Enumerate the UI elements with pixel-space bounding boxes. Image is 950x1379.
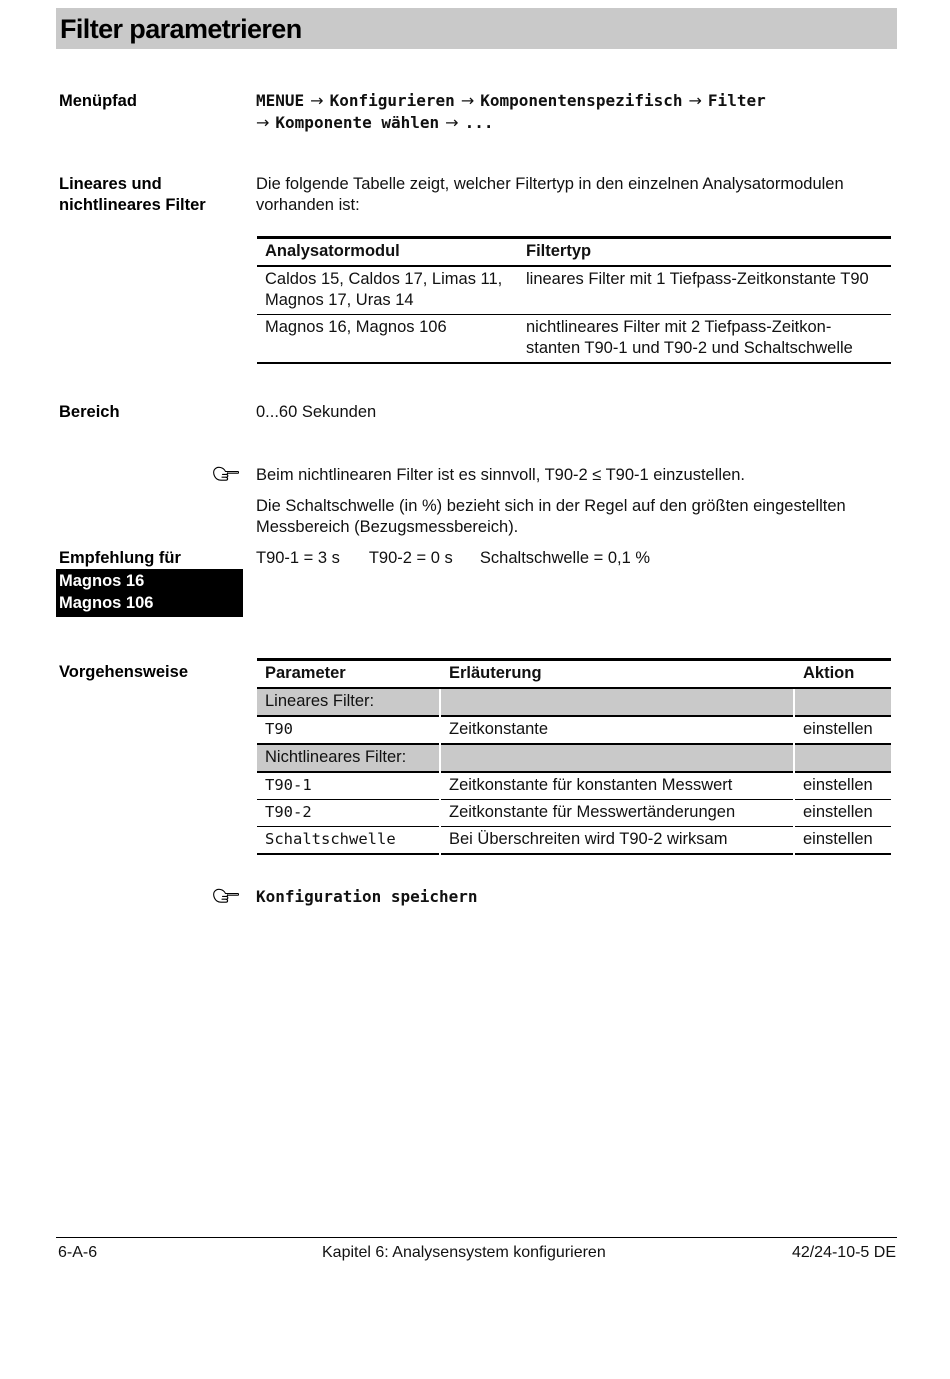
menupath-item: Filter: [707, 91, 766, 110]
section-label: Lineares Filter:: [257, 688, 440, 716]
table-row: [257, 266, 891, 315]
table-header-row: [257, 238, 891, 267]
menupath-item: Komponente wählen: [275, 113, 440, 132]
param-name: T90: [257, 716, 440, 744]
param-action: einstellen: [794, 800, 891, 827]
param-action: einstellen: [794, 772, 891, 800]
arrow-right-icon: →: [310, 91, 324, 110]
recommendation-t90-2: T90-2 = 0 s: [368, 549, 453, 567]
cell-line: nichtlineares Filter mit 2 Tiefpass-Zeitkon-: [526, 318, 832, 336]
table-cell: [257, 266, 518, 315]
model-name: Magnos 16: [59, 572, 145, 590]
arrow-right-icon: →: [688, 91, 702, 110]
table-row: [257, 827, 891, 855]
range-label: Bereich: [59, 403, 120, 421]
param-description: Bei Überschreiten wird T90-2 wirksam: [440, 827, 794, 855]
cell-line: Caldos 15, Caldos 17, Limas 11,: [265, 270, 503, 288]
table-header-row: [257, 660, 891, 689]
filter-intro: [256, 174, 844, 216]
param-description: Zeitkonstante für Messwertänderungen: [440, 800, 794, 827]
recommendation-t90-1: T90-1 = 3 s: [256, 549, 340, 567]
table-section-row: [257, 744, 891, 772]
arrow-right-icon: →: [256, 113, 270, 132]
footer-chapter: Kapitel 6: Analysensystem konfigurieren: [322, 1244, 606, 1261]
procedure-table: [257, 658, 891, 855]
cell-line: Magnos 17, Uras 14: [265, 291, 414, 309]
pointing-hand-icon: [213, 888, 239, 904]
param-action: einstellen: [794, 716, 891, 744]
recommendation-threshold: Schaltschwelle = 0,1 %: [479, 549, 651, 567]
arrow-right-icon: →: [460, 91, 475, 110]
paragraph-line: Die Schaltschwelle (in %) bezieht sich in der Regel auf den größten eingestellten: [256, 497, 846, 515]
menupath-item: MENUE: [256, 91, 305, 110]
note-nonlinear: Beim nichtlinearen Filter ist es sinnvoll, T90-2 ≤ T90-1 einzustellen.: [256, 466, 746, 484]
param-action: einstellen: [794, 827, 891, 855]
table-cell: [518, 315, 891, 364]
table-row: [257, 315, 891, 364]
cell-line: stanten T90-1 und T90-2 und Schaltschwelle: [526, 339, 853, 357]
menupath-label: Menüpfad: [59, 92, 137, 110]
filter-section-label: [59, 174, 206, 216]
footer-divider: [56, 1237, 897, 1238]
arrow-right-icon: →: [445, 113, 459, 132]
table-row: [257, 772, 891, 800]
menupath-line-2: [256, 112, 766, 134]
title-bar: [56, 8, 897, 49]
label-line: Lineares und: [59, 175, 162, 193]
column-header: Analysatormodul: [257, 238, 518, 267]
filter-type-table: [257, 236, 891, 364]
param-name: T90-2: [257, 800, 440, 827]
column-header: Parameter: [257, 660, 440, 689]
menupath-item: Komponentenspezifisch: [480, 91, 683, 110]
footer-doc-number: 42/24-10-5 DE: [791, 1244, 896, 1261]
table-row: [257, 800, 891, 827]
page-title: Filter parametrieren: [60, 14, 302, 44]
cell-line: lineares Filter mit 1 Tiefpass-Zeitkonstante T90: [526, 270, 869, 288]
menupath-item: ...: [464, 113, 494, 132]
save-configuration-instruction: Konfiguration speichern: [256, 887, 478, 906]
param-name: Schaltschwelle: [257, 827, 440, 855]
table-section-row: [257, 688, 891, 716]
table-cell: [518, 266, 891, 315]
footer-page-number: 6-A-6: [58, 1244, 98, 1261]
procedure-label: Vorgehensweise: [59, 663, 188, 681]
param-name: T90-1: [257, 772, 440, 800]
param-description: Zeitkonstante: [440, 716, 794, 744]
menupath: [256, 90, 766, 134]
recommendation-models-box: [56, 569, 243, 617]
note-threshold: [256, 496, 846, 538]
cell-line: Magnos 16, Magnos 106: [265, 318, 447, 336]
recommendation-label: Empfehlung für: [59, 549, 181, 567]
column-header: Filtertyp: [518, 238, 891, 267]
pointing-hand-icon: [213, 466, 239, 482]
column-header: Erläuterung: [440, 660, 794, 689]
label-line: nichtlineares Filter: [59, 196, 206, 214]
paragraph-line: vorhanden ist:: [256, 196, 360, 214]
column-header: Aktion: [794, 660, 891, 689]
section-label: Nichtlineares Filter:: [257, 744, 440, 772]
recommendation-values: [256, 548, 650, 569]
menupath-item: Konfigurieren: [329, 91, 455, 110]
table-row: [257, 716, 891, 744]
paragraph-line: Messbereich (Bezugsmessbereich).: [256, 518, 519, 536]
model-name: Magnos 106: [59, 594, 154, 612]
table-cell: [257, 315, 518, 364]
paragraph-line: Die folgende Tabelle zeigt, welcher Filtertyp in den einzelnen Analysatormodulen: [256, 175, 844, 193]
menupath-line-1: [256, 90, 766, 112]
param-description: Zeitkonstante für konstanten Messwert: [440, 772, 794, 800]
range-value: 0...60 Sekunden: [256, 403, 377, 421]
